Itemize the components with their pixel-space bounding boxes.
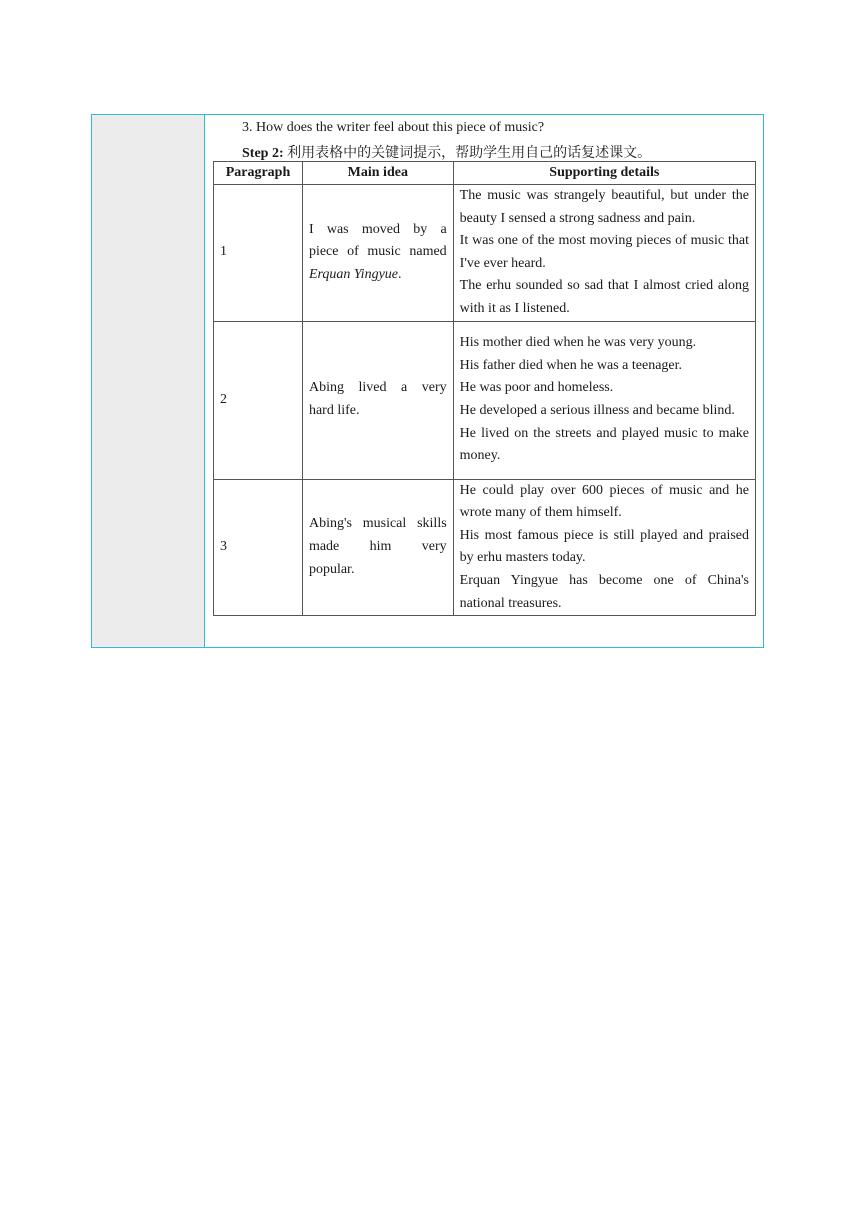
detail-sentence: He developed a serious illness and became blind.	[459, 403, 735, 419]
supporting-details	[453, 185, 755, 322]
left-column	[92, 115, 205, 647]
paragraph-number: 1	[214, 185, 303, 322]
step-2-instruction	[242, 142, 651, 162]
detail-sentence: He was poor and homeless.	[459, 380, 614, 396]
main-idea-line: piece of music named	[308, 244, 447, 260]
main-idea	[302, 321, 453, 479]
main-idea	[302, 479, 453, 616]
main-idea-line: Abing's musical skills	[308, 516, 447, 532]
detail-sentence: The erhu sounded so sad that I almost cried along with it as I listened.	[459, 278, 749, 316]
step-text: 利用表格中的关键词提示，帮助学生用自己的话复述课文。	[287, 146, 652, 161]
main-idea-line: popular.	[308, 561, 355, 577]
music-title: Erquan Yingyue	[308, 267, 398, 283]
main-idea	[302, 185, 453, 322]
main-idea-line	[309, 264, 447, 287]
detail-sentence: The music was strangely beautiful, but under the beauty I sensed a strong sadness and pain.	[459, 188, 749, 226]
detail-sentence: It was one of the most moving pieces of music that I've ever heard.	[459, 233, 749, 271]
table-row	[214, 185, 756, 322]
content-column	[205, 115, 763, 647]
detail-sentence: Erquan Yingyue has become one of China's national treasures.	[459, 572, 749, 611]
header-main-idea: Main idea	[302, 162, 453, 185]
header-supporting-details: Supporting details	[453, 162, 755, 185]
main-idea-line: Abing lived a very	[308, 380, 447, 396]
paragraph-number: 2	[214, 321, 303, 479]
header-paragraph: Paragraph	[214, 162, 303, 185]
supporting-details	[453, 479, 755, 616]
detail-sentence: He could play over 600 pieces of music and he wrote many of them himself.	[459, 482, 749, 521]
details-table	[213, 161, 756, 616]
lesson-frame	[91, 114, 764, 648]
paragraph-number: 3	[214, 479, 303, 616]
main-idea-line: I was moved by a	[308, 221, 447, 237]
table-row	[214, 321, 756, 479]
detail-sentence: His father died when he was a teenager.	[459, 357, 683, 373]
detail-sentence: His mother died when he was very young.	[459, 335, 697, 351]
supporting-details	[453, 321, 755, 479]
table-row	[214, 479, 756, 616]
main-idea-end: .	[398, 267, 402, 283]
step-label: Step 2:	[242, 146, 284, 161]
table-header-row	[214, 162, 756, 185]
main-idea-line: made him very	[308, 539, 447, 555]
detail-sentence: He lived on the streets and played music to make money.	[459, 425, 749, 464]
question-3: 3. How does the writer feel about this piece of music?	[242, 120, 545, 135]
detail-sentence: His most famous piece is still played and praised by erhu masters today.	[459, 527, 749, 566]
main-idea-line: hard life.	[308, 403, 360, 419]
